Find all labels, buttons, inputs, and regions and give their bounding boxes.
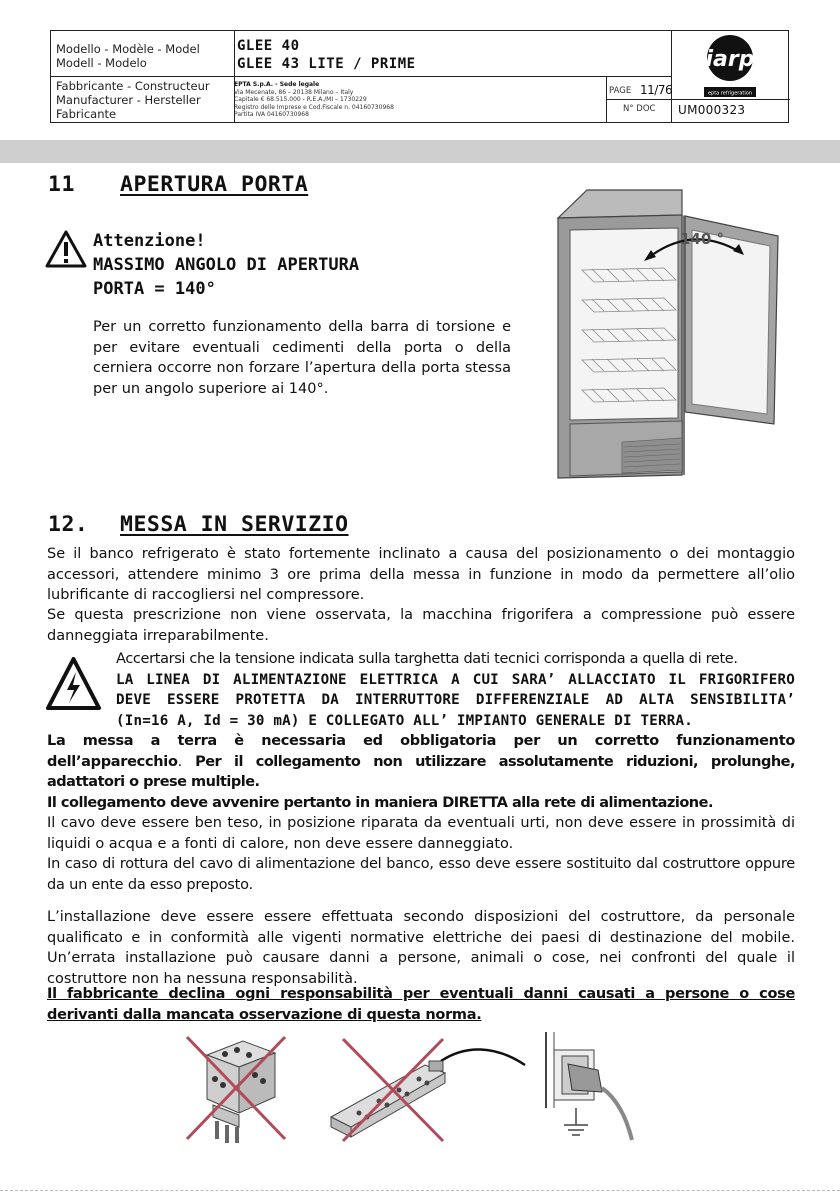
ground-text: La messa a terra è necessaria ed obbligatoria per un corretto funzionamento dell’apparecchio <box>47 733 795 770</box>
fridge-illustration <box>552 180 792 500</box>
installation-paragraph: L’installazione deve essere essere effettuata secondo disposizioni del costruttore, da personale qualificato e in conformità alle vigenti normative elettriche dei paesi di destinazione del mobile. Un’errata installazione può causare danni a persone, animali o cose, nei confronti del quale il costruttore non ha nessuna responsabilità. <box>47 909 795 987</box>
cable-break-paragraph: In caso di rottura del cavo di alimentazione del banco, esso deve essere sostituito dal costruttore oppure da un ente da esso preposto. <box>47 856 795 893</box>
warning-angle: PORTA = 140° <box>93 279 216 299</box>
manufacturer-label: Fabbricante - Constructeur Manufacturer - Hersteller Fabricante <box>56 79 210 121</box>
protection-wrapper <box>47 670 795 732</box>
company-address: Via Mecenate, 86 – 20138 Milano – Italy Capitale € 68.515.000 - R.E.A./MI – 1730229 Registro delle Imprese e Cod.Fiscale n. 04160730968 Partita IVA 04160730968 <box>234 89 394 119</box>
model-label: Modello - Modèle - Model Modell - Modelo <box>56 42 200 70</box>
ground-line <box>47 731 795 793</box>
voltage-line: Accertarsi che la tensione indicata sulla targhetta dati tecnici corrisponda a quella di rete. <box>116 651 738 667</box>
cable-paragraph: Il cavo deve essere ben teso, in posizione riparata da eventuali urti, non deve essere in prossimità di liquidi o acqua e a fonti di calore, non deve essere danneggiato. <box>47 815 795 852</box>
page-label: PAGE <box>609 86 632 96</box>
model-name: GLEE 40 <box>237 38 300 54</box>
gray-band <box>0 140 840 163</box>
door-paragraph: Per un corretto funzionamento della barra di torsione e per evitare eventuali cedimenti della porta o della cerniera occorre non forzare l’apertura della porta stessa per un angolo superiore ai 140°. <box>93 319 511 397</box>
warning-title: Attenzione! <box>93 231 206 251</box>
direct-connection: Il collegamento deve avvenire pertanto in maniera DIRETTA alla rete di alimentazione. <box>47 794 713 811</box>
adapter-plug-crossed-illustration <box>185 1035 290 1145</box>
page-number: 11/76 <box>640 83 673 97</box>
svg-text:iarp: iarp <box>705 47 755 72</box>
iarp-logo <box>698 34 762 100</box>
section-12-heading: 12. MESSA IN SERVIZIO <box>48 512 349 537</box>
tilt-paragraph: Se il banco refrigerato è stato fortemente inclinato a causa del posizionamento o dei montaggio accessori, attendere minimo 3 ore prima della messa in funzione in modo da permettere all’olio lubrificante di raccogliersi nel compressore. <box>47 546 795 603</box>
company-name: EPTA S.p.A. - Sede legale <box>234 81 320 88</box>
section-11-heading: 11 APERTURA PORTA <box>48 172 309 197</box>
svg-text:epta refrigeration: epta refrigeration <box>707 90 753 97</box>
disclaimer: Il fabbricante declina ogni responsabilità per eventuali danni causati a persone o cose derivanti dalla mancata osservazione di questa norma. <box>47 986 795 1023</box>
warning-subtitle: MASSIMO ANGOLO DI APERTURA <box>93 255 360 275</box>
ground-separator: . <box>177 753 196 770</box>
warning-icon <box>45 229 87 269</box>
compressor-paragraph: Se questa prescrizione non viene osservata, la macchina frigorifera a compressione può essere danneggiata irreparabilmente. <box>47 607 795 644</box>
adapters-text: Per il collegamento non utilizzare assolutamente riduzioni, prolunghe, adattatori o prese multiple. <box>47 753 795 790</box>
doc-number: UM000323 <box>678 103 746 117</box>
power-strip-crossed-illustration <box>325 1035 530 1145</box>
angle-label: 140 ° <box>680 230 725 248</box>
wall-socket-direct-illustration <box>540 1030 640 1145</box>
electrical-block <box>47 649 795 895</box>
model-name-2: GLEE 43 LITE / PRIME <box>237 56 416 72</box>
doc-label: N° DOC <box>623 104 656 114</box>
protection-text: LA LINEA DI ALIMENTAZIONE ELETTRICA A CUI SARA’ ALLACCIATO IL FRIGORIFERO DEVE ESSERE PROTETTA DA INTERRUTTORE DIFFERENZIALE AD ALTA SENSIBILITA’ (In=16 A, Id = 30 mA) E COLLEGATO ALL’ IMPIANTO GENERALE DI TERRA. <box>116 671 795 729</box>
page-bottom-rule <box>0 1190 840 1191</box>
